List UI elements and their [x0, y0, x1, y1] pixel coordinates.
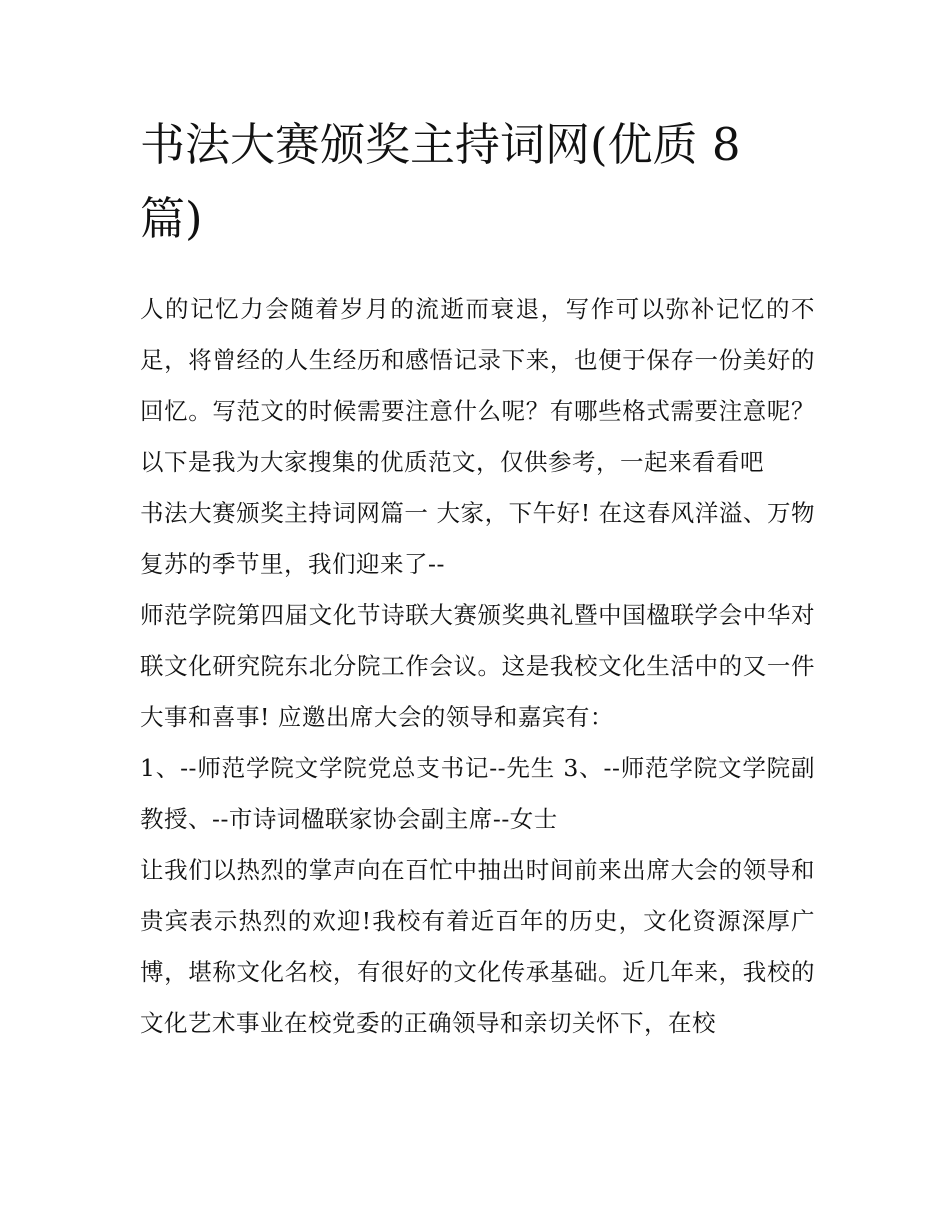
paragraph-opening: 书法大赛颁奖主持词网篇一 大家，下午好! 在这春风洋溢、万物复苏的季节里，我们迎来了--: [140, 499, 815, 578]
paragraph-event: 师范学院第四届文化节诗联大赛颁奖典礼暨中国楹联学会中华对联文化研究院东北分院工作会议。这是我校文化生活中的又一件大事和喜事! 应邀出席大会的领导和嘉宾有：: [140, 601, 815, 731]
paragraph-guests: 1、--师范学院文学院党总支书记--先生 3、--师范学院文学院副教授、--市诗词楹联家协会副主席--女士: [140, 754, 815, 833]
page-title: 书法大赛颁奖主持词网(优质 8 篇): [140, 118, 741, 245]
paragraph-welcome: 让我们以热烈的掌声向在百忙中抽出时间前来出席大会的领导和贵宾表示热烈的欢迎!我校有着近百年的历史，文化资源深厚广博，堪称文化名校，有很好的文化传承基础。近几年来，我校的文化艺术事业在校党委的正确领导和亲切关怀下，在校: [140, 856, 815, 1037]
document-body: [140, 108, 815, 1049]
paragraph-intro: 人的记忆力会随着岁月的流逝而衰退，写作可以弥补记忆的不足，将曾经的人生经历和感悟记录下来，也便于保存一份美好的回忆。写范文的时候需要注意什么呢？有哪些格式需要注意呢？以下是我为大家搜集的优质范文，仅供参考，一起来看看吧: [140, 295, 815, 476]
